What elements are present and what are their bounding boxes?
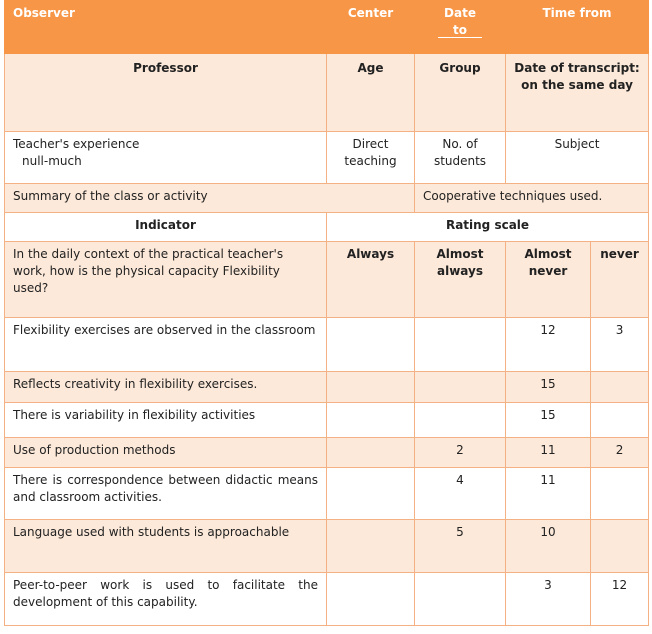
subject-cell [506, 132, 649, 184]
professor-row [5, 54, 649, 132]
never-cell [591, 573, 649, 626]
direct-teaching-cell [327, 132, 415, 184]
almost-never-value: 3 [544, 578, 552, 592]
indicator-label: Use of production methods [13, 443, 176, 457]
professor-label: Professor [133, 61, 198, 75]
indicator-title-cell [5, 213, 327, 242]
table-row [5, 573, 649, 626]
almost-always-cell [415, 438, 506, 468]
always-value [327, 468, 414, 472]
almost-never-cell [506, 520, 591, 573]
almost-always-cell [415, 318, 506, 372]
always-value [327, 520, 414, 524]
center-header [327, 1, 415, 54]
always-cell [327, 403, 415, 438]
indicator-cell [5, 438, 327, 468]
group-cell [415, 54, 506, 132]
professor-cell [5, 54, 327, 132]
question-cell [5, 242, 327, 318]
almost-never-cell [506, 372, 591, 403]
almost-never-cell [506, 318, 591, 372]
time-from-label: Time from [542, 6, 612, 20]
never-cell [591, 318, 649, 372]
almost-always-value [415, 372, 505, 376]
rating-scale-title: Rating scale [445, 218, 530, 232]
question-text: In the daily context of the practical teacher's work, how is the physical capacity Flexibility used? [13, 247, 284, 295]
indicator-cell [5, 468, 327, 520]
almost-always-line2: always [437, 264, 483, 278]
always-value [327, 438, 414, 442]
almost-never-value: 11 [540, 443, 556, 457]
always-cell [327, 372, 415, 403]
almost-never-cell [506, 403, 591, 438]
summary-cell [5, 184, 415, 213]
never-value: 12 [611, 578, 628, 592]
never-cell [591, 403, 649, 438]
almost-always-cell [415, 468, 506, 520]
almost-always-cell [415, 372, 506, 403]
question-row [5, 242, 649, 318]
never-header [591, 242, 649, 318]
always-cell [327, 468, 415, 520]
almost-always-header [415, 242, 506, 318]
indicator-label: Reflects creativity in flexibility exercises. [13, 377, 258, 391]
table-row [5, 403, 649, 438]
transcript-cell [506, 54, 649, 132]
students-cell [415, 132, 506, 184]
date-label: Date [444, 6, 476, 20]
always-label: Always [346, 247, 395, 261]
table-row [5, 438, 649, 468]
indicator-label: Peer-to-peer work is used to facilitate the development of this capability. [13, 578, 318, 609]
always-value [327, 372, 414, 376]
almost-never-line2: never [528, 264, 568, 278]
almost-never-value: 15 [540, 408, 556, 422]
always-cell [327, 438, 415, 468]
almost-never-value: 10 [540, 525, 556, 539]
rating-scale-cell [327, 213, 649, 242]
date-to-label: to [453, 23, 467, 37]
almost-always-cell [415, 573, 506, 626]
date-header [415, 1, 506, 54]
almost-never-line1: Almost [524, 247, 572, 261]
center-label: Center [347, 6, 394, 20]
always-cell [327, 520, 415, 573]
techniques-cell [415, 184, 649, 213]
always-value [327, 573, 414, 577]
table-row [5, 318, 649, 372]
age-label: Age [357, 61, 384, 75]
never-cell [591, 468, 649, 520]
table-row [5, 372, 649, 403]
almost-always-value [415, 318, 505, 322]
table-row [5, 468, 649, 520]
techniques-label: Cooperative techniques used. [423, 189, 603, 203]
summary-label: Summary of the class or activity [13, 189, 208, 203]
indicator-label: There is variability in flexibility activities [13, 408, 256, 422]
almost-never-value: 15 [540, 377, 556, 391]
never-value: 2 [615, 443, 624, 457]
indicator-cell [5, 403, 327, 438]
indicator-cell [5, 573, 327, 626]
almost-always-cell [415, 520, 506, 573]
indicator-label: Language used with students is approachable [13, 525, 290, 539]
always-cell [327, 318, 415, 372]
almost-always-value: 5 [456, 525, 464, 539]
almost-always-line1: Almost [436, 247, 484, 261]
transcript-value: on the same day [521, 78, 633, 92]
almost-always-cell [415, 403, 506, 438]
never-value [591, 372, 648, 376]
experience-value: null-much [22, 154, 82, 168]
never-label: never [600, 247, 639, 261]
summary-row [5, 184, 649, 213]
students-no-label: No. of [442, 137, 478, 151]
always-cell [327, 573, 415, 626]
never-value: 3 [615, 323, 624, 337]
always-header [327, 242, 415, 318]
never-cell [591, 438, 649, 468]
never-cell [591, 372, 649, 403]
almost-never-cell [506, 438, 591, 468]
always-value [327, 318, 414, 322]
age-cell [327, 54, 415, 132]
experience-cell [5, 132, 327, 184]
observer-label: Observer [13, 6, 75, 20]
group-label: Group [439, 61, 481, 75]
indicator-cell [5, 318, 327, 372]
never-cell [591, 520, 649, 573]
students-label: students [433, 154, 487, 168]
almost-always-value: 2 [456, 443, 464, 457]
never-value [591, 403, 648, 407]
subject-label: Subject [554, 137, 600, 151]
direct-label: Direct [352, 137, 389, 151]
experience-label: Teacher's experience [13, 137, 140, 151]
indicator-label: Flexibility exercises are observed in the classroom [13, 323, 316, 337]
almost-always-value: 4 [456, 473, 464, 487]
always-value [327, 403, 414, 407]
never-value [591, 468, 648, 472]
observer-header [5, 1, 327, 54]
almost-never-value: 12 [540, 323, 556, 337]
almost-never-value: 11 [540, 473, 556, 487]
titles-row [5, 213, 649, 242]
indicator-cell [5, 520, 327, 573]
indicator-label: There is correspondence between didactic means and classroom activities. [13, 473, 318, 504]
indicator-title: Indicator [135, 218, 196, 232]
almost-never-cell [506, 573, 591, 626]
header-row [5, 1, 649, 54]
almost-always-value [415, 403, 505, 407]
almost-never-header [506, 242, 591, 318]
almost-never-cell [506, 468, 591, 520]
teaching-label: teaching [344, 154, 397, 168]
experience-row [5, 132, 649, 184]
date-to-blank [438, 23, 482, 38]
time-header [506, 1, 649, 54]
indicator-cell [5, 372, 327, 403]
observation-table [4, 0, 649, 626]
table-row [5, 520, 649, 573]
never-value [591, 520, 648, 524]
transcript-label: Date of transcript: [514, 61, 640, 75]
almost-always-value [415, 573, 505, 577]
